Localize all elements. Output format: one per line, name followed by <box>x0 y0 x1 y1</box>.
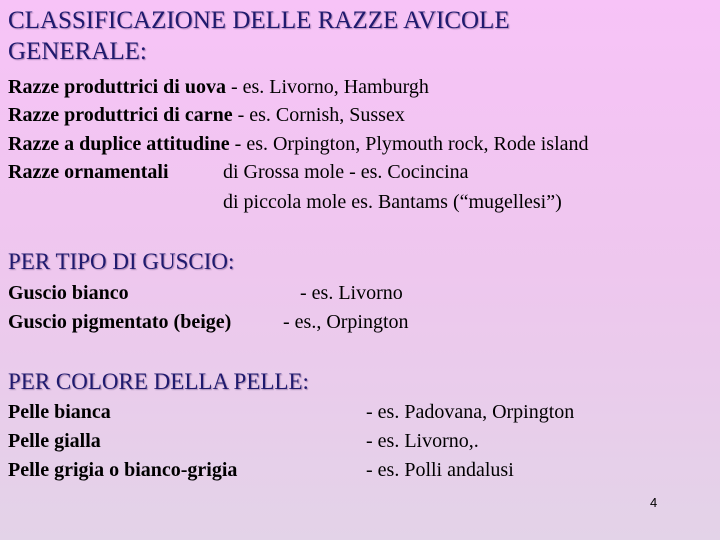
page-number: 4 <box>650 495 658 510</box>
skin-row-desc: - es. Livorno,. <box>366 430 479 452</box>
general-row <box>8 158 169 186</box>
shell-row-desc: - es. Livorno <box>300 282 403 304</box>
general-row-label: Razze produttrici di carne <box>8 104 233 126</box>
general-row-desc: - es. Cornish, Sussex <box>232 104 405 126</box>
shell-row-desc: - es., Orpington <box>283 311 409 333</box>
shell-row <box>8 279 129 307</box>
skin-row-label: Pelle bianca <box>8 401 111 423</box>
ornamental-small-desc: di piccola mole es. Bantams (“mugellesi”) <box>223 191 562 213</box>
skin-row <box>8 427 101 455</box>
shell-heading: PER TIPO DI GUSCIO: <box>8 249 235 274</box>
skin-row-label: Pelle gialla <box>8 430 101 452</box>
slide-title-line-2: GENERALE: <box>8 38 147 65</box>
skin-row-desc: - es. Polli andalusi <box>366 459 514 481</box>
general-row-label: Razze ornamentali <box>8 161 169 183</box>
shell-row-label: Guscio pigmentato (beige) <box>8 311 232 333</box>
skin-row <box>8 398 111 426</box>
general-row-desc: - es. Livorno, Hamburgh <box>225 76 429 98</box>
skin-heading: PER COLORE DELLA PELLE: <box>8 369 309 394</box>
general-row-desc: - es. Orpington, Plymouth rock, Rode island <box>229 133 589 155</box>
ornamental-large-desc: di Grossa mole - es. Cocincina <box>223 161 469 183</box>
slide-title <box>8 5 708 67</box>
shell-row <box>8 308 231 336</box>
skin-row-desc: - es. Padovana, Orpington <box>366 401 575 423</box>
general-row <box>8 101 405 129</box>
general-row <box>8 130 589 158</box>
general-row-label: Razze a duplice attitudine <box>8 133 230 155</box>
general-row-label: Razze produttrici di uova <box>8 76 226 98</box>
skin-row-label: Pelle grigia o bianco-grigia <box>8 459 238 481</box>
shell-row-label: Guscio bianco <box>8 282 129 304</box>
slide-title-line-1: CLASSIFICAZIONE DELLE RAZZE AVICOLE <box>8 7 510 34</box>
general-row <box>8 73 429 101</box>
skin-row <box>8 456 237 484</box>
